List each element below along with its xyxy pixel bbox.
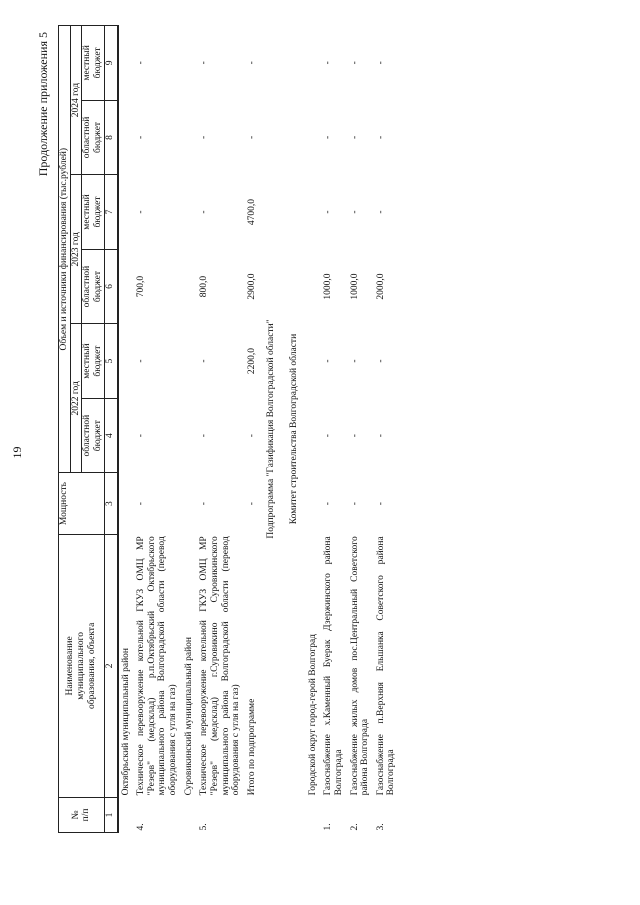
value-2024-regional: - bbox=[199, 135, 210, 140]
capacity-value: - bbox=[199, 502, 210, 506]
header-regional-2022: областной бюджет bbox=[82, 398, 104, 473]
value-2022-local: - bbox=[323, 359, 334, 363]
value-2023-local: - bbox=[323, 210, 334, 214]
value-2023-regional: 1000,0 bbox=[349, 273, 360, 300]
value-2022-regional: - bbox=[199, 434, 210, 438]
value-2024-local: - bbox=[136, 61, 147, 65]
header-name: Наименование муниципального образования, объекта bbox=[59, 534, 105, 797]
object-name: Газоснабжение жилых домов пос.Центральный Советского района Волгограда bbox=[349, 536, 371, 796]
value-2024-local: - bbox=[323, 61, 334, 65]
value-2022-local: - bbox=[199, 359, 210, 363]
section-surovikinsky: Суровикинский муниципальный район bbox=[183, 636, 194, 796]
header-regional-2024: областной бюджет bbox=[82, 100, 104, 175]
object-name: Газоснабжение п.Верхняя Ельшанка Советского района Волгограда bbox=[375, 536, 397, 796]
section-row bbox=[182, 26, 198, 833]
object-name: Газоснабжение х.Каменный Буерак Дзержинского района Волгограда bbox=[323, 536, 344, 796]
row-number: 1. bbox=[323, 823, 334, 831]
section-row bbox=[118, 26, 135, 833]
section-row bbox=[260, 26, 283, 833]
value-2023-regional: 700,0 bbox=[136, 275, 147, 298]
col-number: 5 bbox=[104, 324, 118, 399]
committee-title: Комитет строительства Волгоградской области bbox=[289, 333, 299, 525]
value-2024-local: - bbox=[349, 61, 360, 65]
total-row bbox=[245, 26, 261, 833]
value-2023-local: - bbox=[199, 210, 210, 214]
section-row bbox=[283, 26, 306, 833]
table-row bbox=[197, 26, 245, 833]
value-2024-local: - bbox=[199, 61, 210, 65]
value-2022-local: - bbox=[349, 359, 360, 363]
object-name: Техническое перевооружение котельной ГКУЗ ОМЦ МР "Резерв" (медсклад) г.Суровикино Суровикинского муниципального района Волгоградской области (перевод оборудования с угля на газ) bbox=[199, 536, 242, 796]
value-2022-regional: - bbox=[349, 434, 360, 438]
value-2024-local: - bbox=[246, 61, 257, 65]
value-2024-regional: - bbox=[136, 135, 147, 140]
capacity-value: - bbox=[349, 502, 360, 506]
value-2023-local: 4700,0 bbox=[246, 198, 257, 226]
value-2022-regional: - bbox=[136, 434, 147, 438]
header-regional-2023: областной бюджет bbox=[82, 249, 104, 324]
row-number: 3. bbox=[375, 823, 386, 831]
header-funding: Объем и источники финансирования (тыс.рублей) bbox=[59, 26, 71, 473]
col-number: 7 bbox=[104, 175, 118, 250]
funding-table bbox=[58, 25, 400, 833]
header-capacity: Мощность bbox=[59, 473, 105, 534]
section-volgograd: Городской округ город-герой Волгоград bbox=[307, 633, 318, 796]
row-number: 4. bbox=[136, 823, 147, 831]
value-2022-local: - bbox=[136, 359, 147, 363]
value-2024-regional: - bbox=[375, 135, 386, 140]
value-2024-regional: - bbox=[349, 135, 360, 140]
row-number: 5. bbox=[199, 823, 210, 831]
header-local-2023: местный бюджет bbox=[82, 175, 104, 250]
value-2023-regional: 2000,0 bbox=[375, 273, 386, 300]
value-2023-local: - bbox=[375, 210, 386, 214]
header-year-2024: 2024 год bbox=[70, 26, 82, 175]
capacity-value: - bbox=[246, 502, 257, 506]
col-number: 9 bbox=[104, 26, 118, 101]
header-year-2023: 2023 год bbox=[70, 175, 82, 324]
capacity-value: - bbox=[323, 502, 334, 506]
value-2023-local: - bbox=[349, 210, 360, 214]
page-number: 19 bbox=[10, 446, 24, 459]
capacity-value: - bbox=[375, 502, 386, 506]
table-row bbox=[374, 26, 400, 833]
value-2023-regional: 2900,0 bbox=[246, 273, 257, 300]
total-label: Итого по подпрограмме bbox=[246, 698, 257, 796]
value-2024-regional: - bbox=[246, 135, 257, 140]
value-2022-regional: - bbox=[323, 434, 334, 438]
capacity-value: - bbox=[136, 502, 147, 506]
value-2023-local: - bbox=[136, 210, 147, 214]
col-number: 8 bbox=[104, 100, 118, 175]
col-number: 3 bbox=[104, 473, 118, 534]
row-number: 2. bbox=[349, 823, 360, 831]
table-row bbox=[348, 26, 374, 833]
section-row bbox=[306, 26, 322, 833]
value-2022-regional: - bbox=[246, 434, 257, 438]
col-number: 1 bbox=[104, 797, 118, 832]
col-number: 4 bbox=[104, 398, 118, 473]
section-oktyabrsky: Октябрьский муниципальный район bbox=[120, 648, 131, 796]
value-2023-regional: 800,0 bbox=[199, 275, 210, 298]
value-2023-regional: 1000,0 bbox=[323, 273, 334, 300]
value-2022-regional: - bbox=[375, 434, 386, 438]
table-row bbox=[321, 26, 347, 833]
object-name: Техническое перевооружение котельной ГКУЗ ОМЦ МР "Резерв" (медсклад) р.п.Октябрьский Октябрьского муниципального района Волгоградской области (перевод оборудования с угля на газ) bbox=[136, 536, 178, 796]
value-2022-local: 2200,0 bbox=[246, 348, 257, 375]
col-number: 6 bbox=[104, 249, 118, 324]
col-number: 2 bbox=[104, 534, 118, 797]
header-local-2022: местный бюджет bbox=[82, 324, 104, 399]
header-local-2024: местный бюджет bbox=[82, 26, 104, 101]
value-2024-regional: - bbox=[323, 135, 334, 140]
subprogram-title: Подпрограмма "Газификация Волгоградской области" bbox=[266, 319, 277, 539]
continuation-note: Продолжение приложения 5 bbox=[36, 32, 50, 177]
table-row bbox=[134, 26, 182, 833]
header-no: № п/п bbox=[59, 797, 105, 832]
value-2022-local: - bbox=[375, 359, 386, 363]
header-year-2022: 2022 год bbox=[70, 324, 82, 473]
value-2024-local: - bbox=[375, 61, 386, 65]
